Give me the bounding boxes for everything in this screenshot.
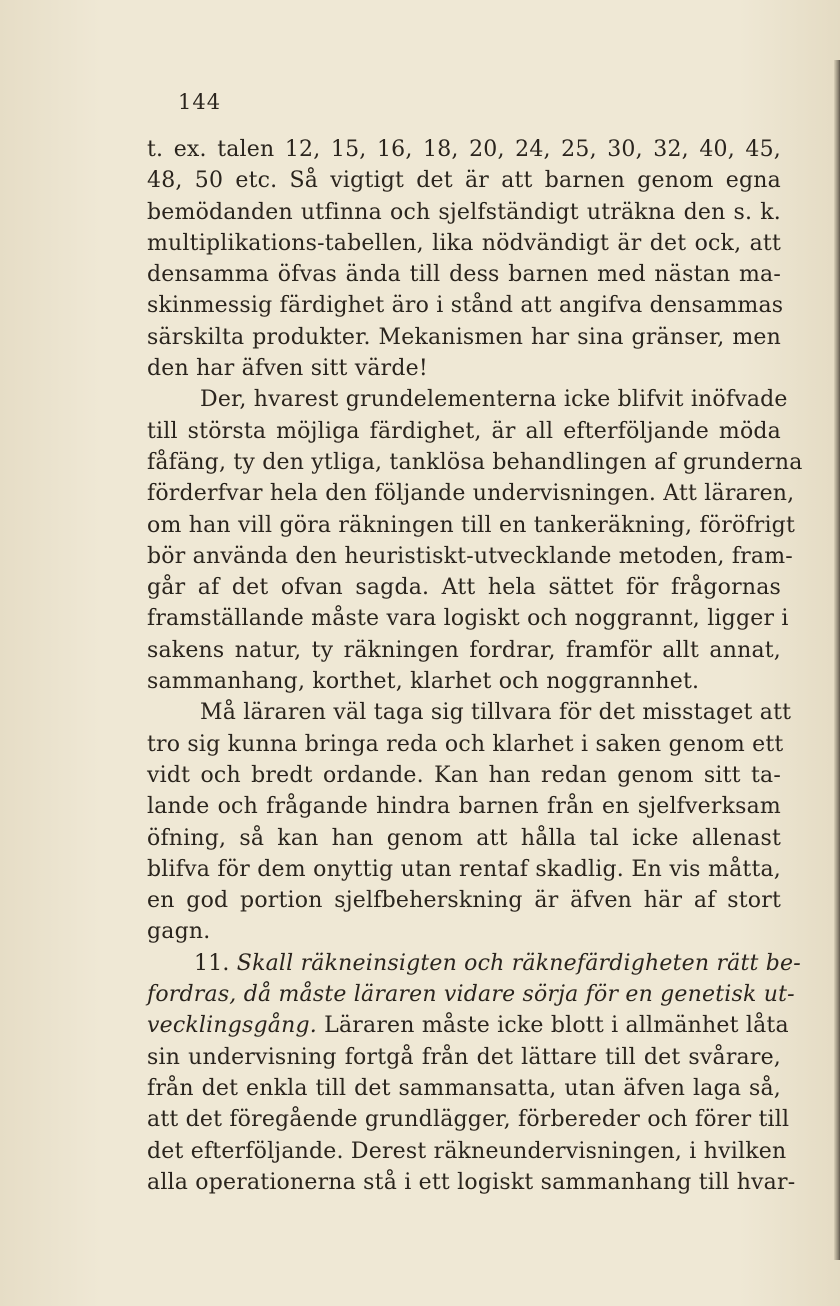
page-edge-shadow	[834, 60, 840, 1260]
text-line: Må läraren väl taga sig tillvara för det misstaget att	[200, 700, 792, 726]
text-line: en god portion sjelfbeherskning är äfven här af stort	[147, 888, 781, 914]
text-line: från det enkla till det sammansatta, utan äfven laga så,	[147, 1075, 781, 1101]
text-line: sin undervisning fortgå från det lättare till det svårare,	[147, 1044, 781, 1070]
text-line: att det föregående grundlägger, förbereder och förer till	[147, 1107, 790, 1133]
text-line: bemödanden utfinna och sjelfständigt uträkna den s. k.	[147, 199, 781, 225]
text-line: t. ex. talen 12, 15, 16, 18, 20, 24, 25, 30, 32, 40, 45,	[147, 137, 781, 162]
text-line: går af det ofvan sagda. Att hela sättet för frågornas	[147, 575, 781, 601]
text-line: densamma öfvas ända till dess barnen med nästan ma-	[147, 262, 781, 288]
text-line: Der, hvarest grundelementerna icke blifvit inöfvade	[200, 387, 788, 413]
italic-line: fordras, då måste läraren vidare sörja för en genetisk ut-	[147, 982, 795, 1008]
text-line: sakens natur, ty räkningen fordrar, framför allt annat,	[147, 637, 781, 663]
text-line: sammanhang, korthet, klarhet och noggrannhet.	[147, 669, 700, 695]
text-line: lande och frågande hindra barnen från en sjelfverksam	[147, 794, 781, 820]
text-line: bör använda den heuristiskt-utvecklande metoden, fram-	[147, 543, 793, 569]
text-line	[147, 1010, 789, 1041]
section-number: 11.	[194, 950, 230, 976]
text-line: skinmessig färdighet äro i stånd att angifva densammas	[147, 293, 784, 319]
text-line: tro sig kunna bringa reda och klarhet i saken genom ett	[147, 731, 784, 757]
text-line: vidt och bredt ordande. Kan han redan genom sitt ta-	[147, 762, 781, 788]
section-heading-line	[147, 948, 801, 979]
text-line: 48, 50 etc. Så vigtigt det är att barnen genom egna	[147, 168, 781, 194]
italic-text: Skall räkneinsigten och räknefärdigheten rätt be-	[236, 950, 801, 976]
text-line: öfning, så kan han genom att hålla tal icke allenast	[147, 825, 781, 851]
text-line: den har äfven sitt värde!	[147, 356, 428, 382]
text-line: fåfäng, ty den ytliga, tanklösa behandlingen af grunderna	[147, 449, 803, 475]
text-line: till största möjliga färdighet, är all efterföljande möda	[147, 418, 781, 444]
page-number: 144	[178, 90, 222, 114]
text-line: gagn.	[147, 919, 211, 945]
text-line: multiplikations-tabellen, lika nödvändigt är det ock, att	[147, 230, 781, 256]
italic-text: vecklingsgång.	[147, 1013, 317, 1039]
text-line: alla operationerna stå i ett logiskt sammanhang till hvar-	[147, 1169, 796, 1195]
text-line: framställande måste vara logiskt och noggrannt, ligger i	[147, 606, 789, 632]
text-run: Läraren måste icke blott i allmänhet låta	[316, 1013, 789, 1039]
text-line: förderfvar hela den följande undervisningen. Att läraren,	[147, 481, 795, 507]
text-line: särskilta produkter. Mekanismen har sina gränser, men	[147, 324, 781, 350]
text-line: det efterföljande. Derest räkneundervisningen, i hvilken	[147, 1138, 787, 1164]
text-line: blifva för dem onyttig utan rentaf skadlig. En vis måtta,	[147, 856, 781, 882]
body-text	[147, 134, 803, 1198]
text-line: om han vill göra räkningen till en tankeräkning, föröfrigt	[147, 512, 796, 538]
